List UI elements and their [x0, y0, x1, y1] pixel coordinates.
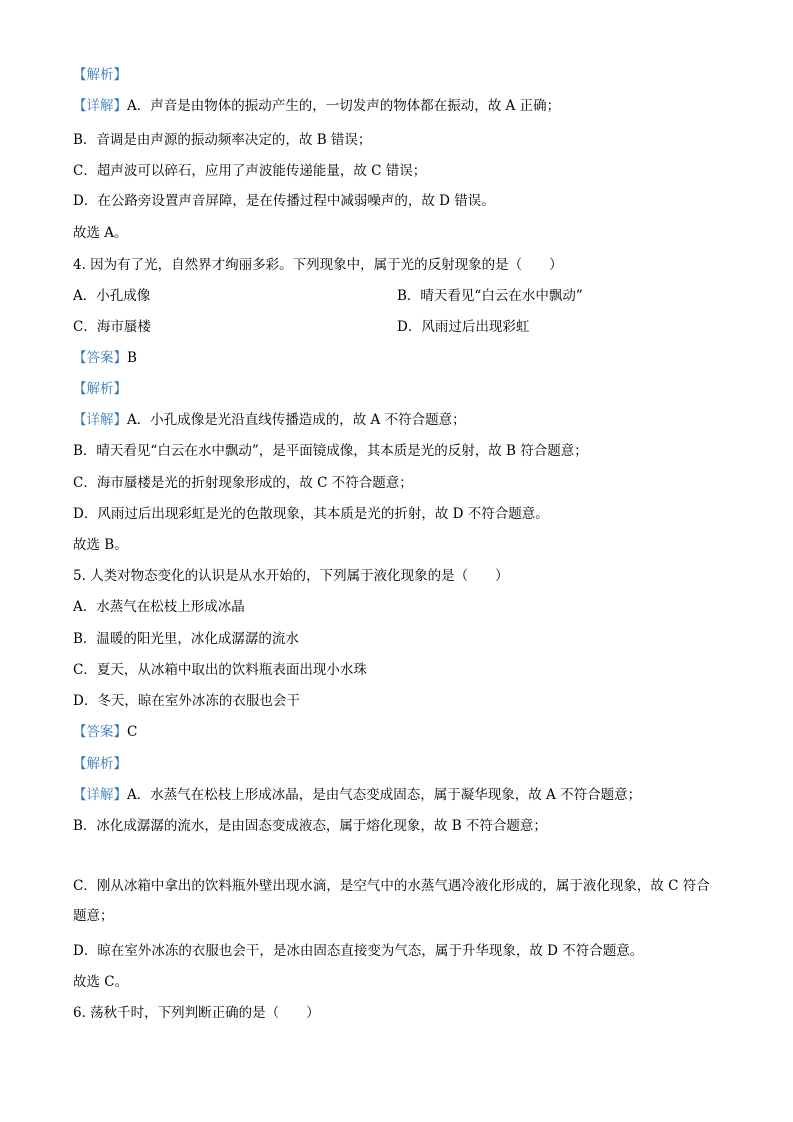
- detail-line: D．晾在室外冰冻的衣服也会干，是冰由固态直接变为气态，属于升华现象，故 D 不符合题意。: [73, 943, 644, 959]
- conclusion: 故选 B。: [73, 537, 128, 553]
- option-b: B．温暖的阳光里，冰化成潺潺的流水: [73, 631, 299, 647]
- detail-label: 【详解】: [73, 412, 127, 428]
- question-stem: 4. 因为有了光，自然界才绚丽多彩。下列现象中，属于光的反射现象的是（ ）: [73, 257, 563, 273]
- detail-line: C．超声波可以碎石，应用了声波能传递能量，故 C 错误；: [73, 163, 427, 179]
- detail-text: A．小孔成像是光沿直线传播造成的，故 A 不符合题意；: [127, 412, 466, 428]
- analysis-label: 【解析】: [73, 756, 127, 772]
- answer-label: 【答案】: [73, 350, 127, 366]
- option-d: D．冬天，晾在室外冰冻的衣服也会干: [73, 693, 300, 709]
- detail-text: A．水蒸气在松枝上形成冰晶，是由气态变成固态，属于凝华现象，故 A 不符合题意；: [127, 787, 642, 803]
- detail-label: 【详解】: [73, 787, 127, 803]
- detail-line: B．音调是由声源的振动频率决定的，故 B 错误；: [73, 132, 372, 148]
- answer-label: 【答案】: [73, 724, 127, 740]
- option-a: A．水蒸气在松枝上形成冰晶: [73, 599, 245, 615]
- answer-value: B: [127, 350, 137, 366]
- detail-label: 【详解】: [73, 98, 127, 114]
- option-b: B．晴天看见“白云在水中飘动”: [397, 288, 583, 304]
- detail-line: [73, 97, 560, 115]
- detail-text: A．声音是由物体的振动产生的，一切发声的物体都在振动，故 A 正确；: [127, 98, 561, 114]
- option-a: A．小孔成像: [73, 288, 151, 304]
- conclusion: 故选 A。: [73, 225, 128, 241]
- detail-line: [73, 411, 466, 429]
- detail-line: C．刚从冰箱中拿出的饮料瓶外壁出现水滴，是空气中的水蒸气遇冷液化形成的，属于液化现象，故 C 符合题意；: [73, 878, 710, 924]
- question-stem: 6. 荡秋千时，下列判断正确的是（ ）: [73, 1005, 320, 1021]
- option-d: D．风雨过后出现彩虹: [397, 319, 530, 335]
- detail-line: D．风雨过后出现彩虹是光的色散现象，其本质是光的折射，故 D 不符合题意。: [73, 506, 549, 522]
- conclusion: 故选 C。: [73, 974, 129, 990]
- answer-line: [73, 723, 137, 741]
- detail-line: C．海市蜃楼是光的折射现象形成的，故 C 不符合题意；: [73, 475, 413, 491]
- option-c: C．夏天，从冰箱中取出的饮料瓶表面出现小水珠: [73, 662, 367, 678]
- detail-line: B．晴天看见“白云在水中飘动”，是平面镜成像，其本质是光的反射，故 B 符合题意；: [73, 443, 588, 459]
- answer-value: C: [127, 724, 138, 740]
- detail-line: D．在公路旁设置声音屏障，是在传播过程中减弱噪声的，故 D 错误。: [73, 193, 495, 209]
- analysis-label: 【解析】: [73, 381, 127, 397]
- answer-line: [73, 349, 137, 367]
- option-c: C．海市蜃楼: [73, 319, 151, 335]
- detail-line: [73, 786, 641, 804]
- question-stem: 5. 人类对物态变化的认识是从水开始的，下列属于液化现象的是（ ）: [73, 568, 509, 584]
- analysis-label: 【解析】: [73, 67, 127, 83]
- detail-line: B．冰化成潺潺的流水，是由固态变成液态，属于熔化现象，故 B 不符合题意；: [73, 818, 547, 834]
